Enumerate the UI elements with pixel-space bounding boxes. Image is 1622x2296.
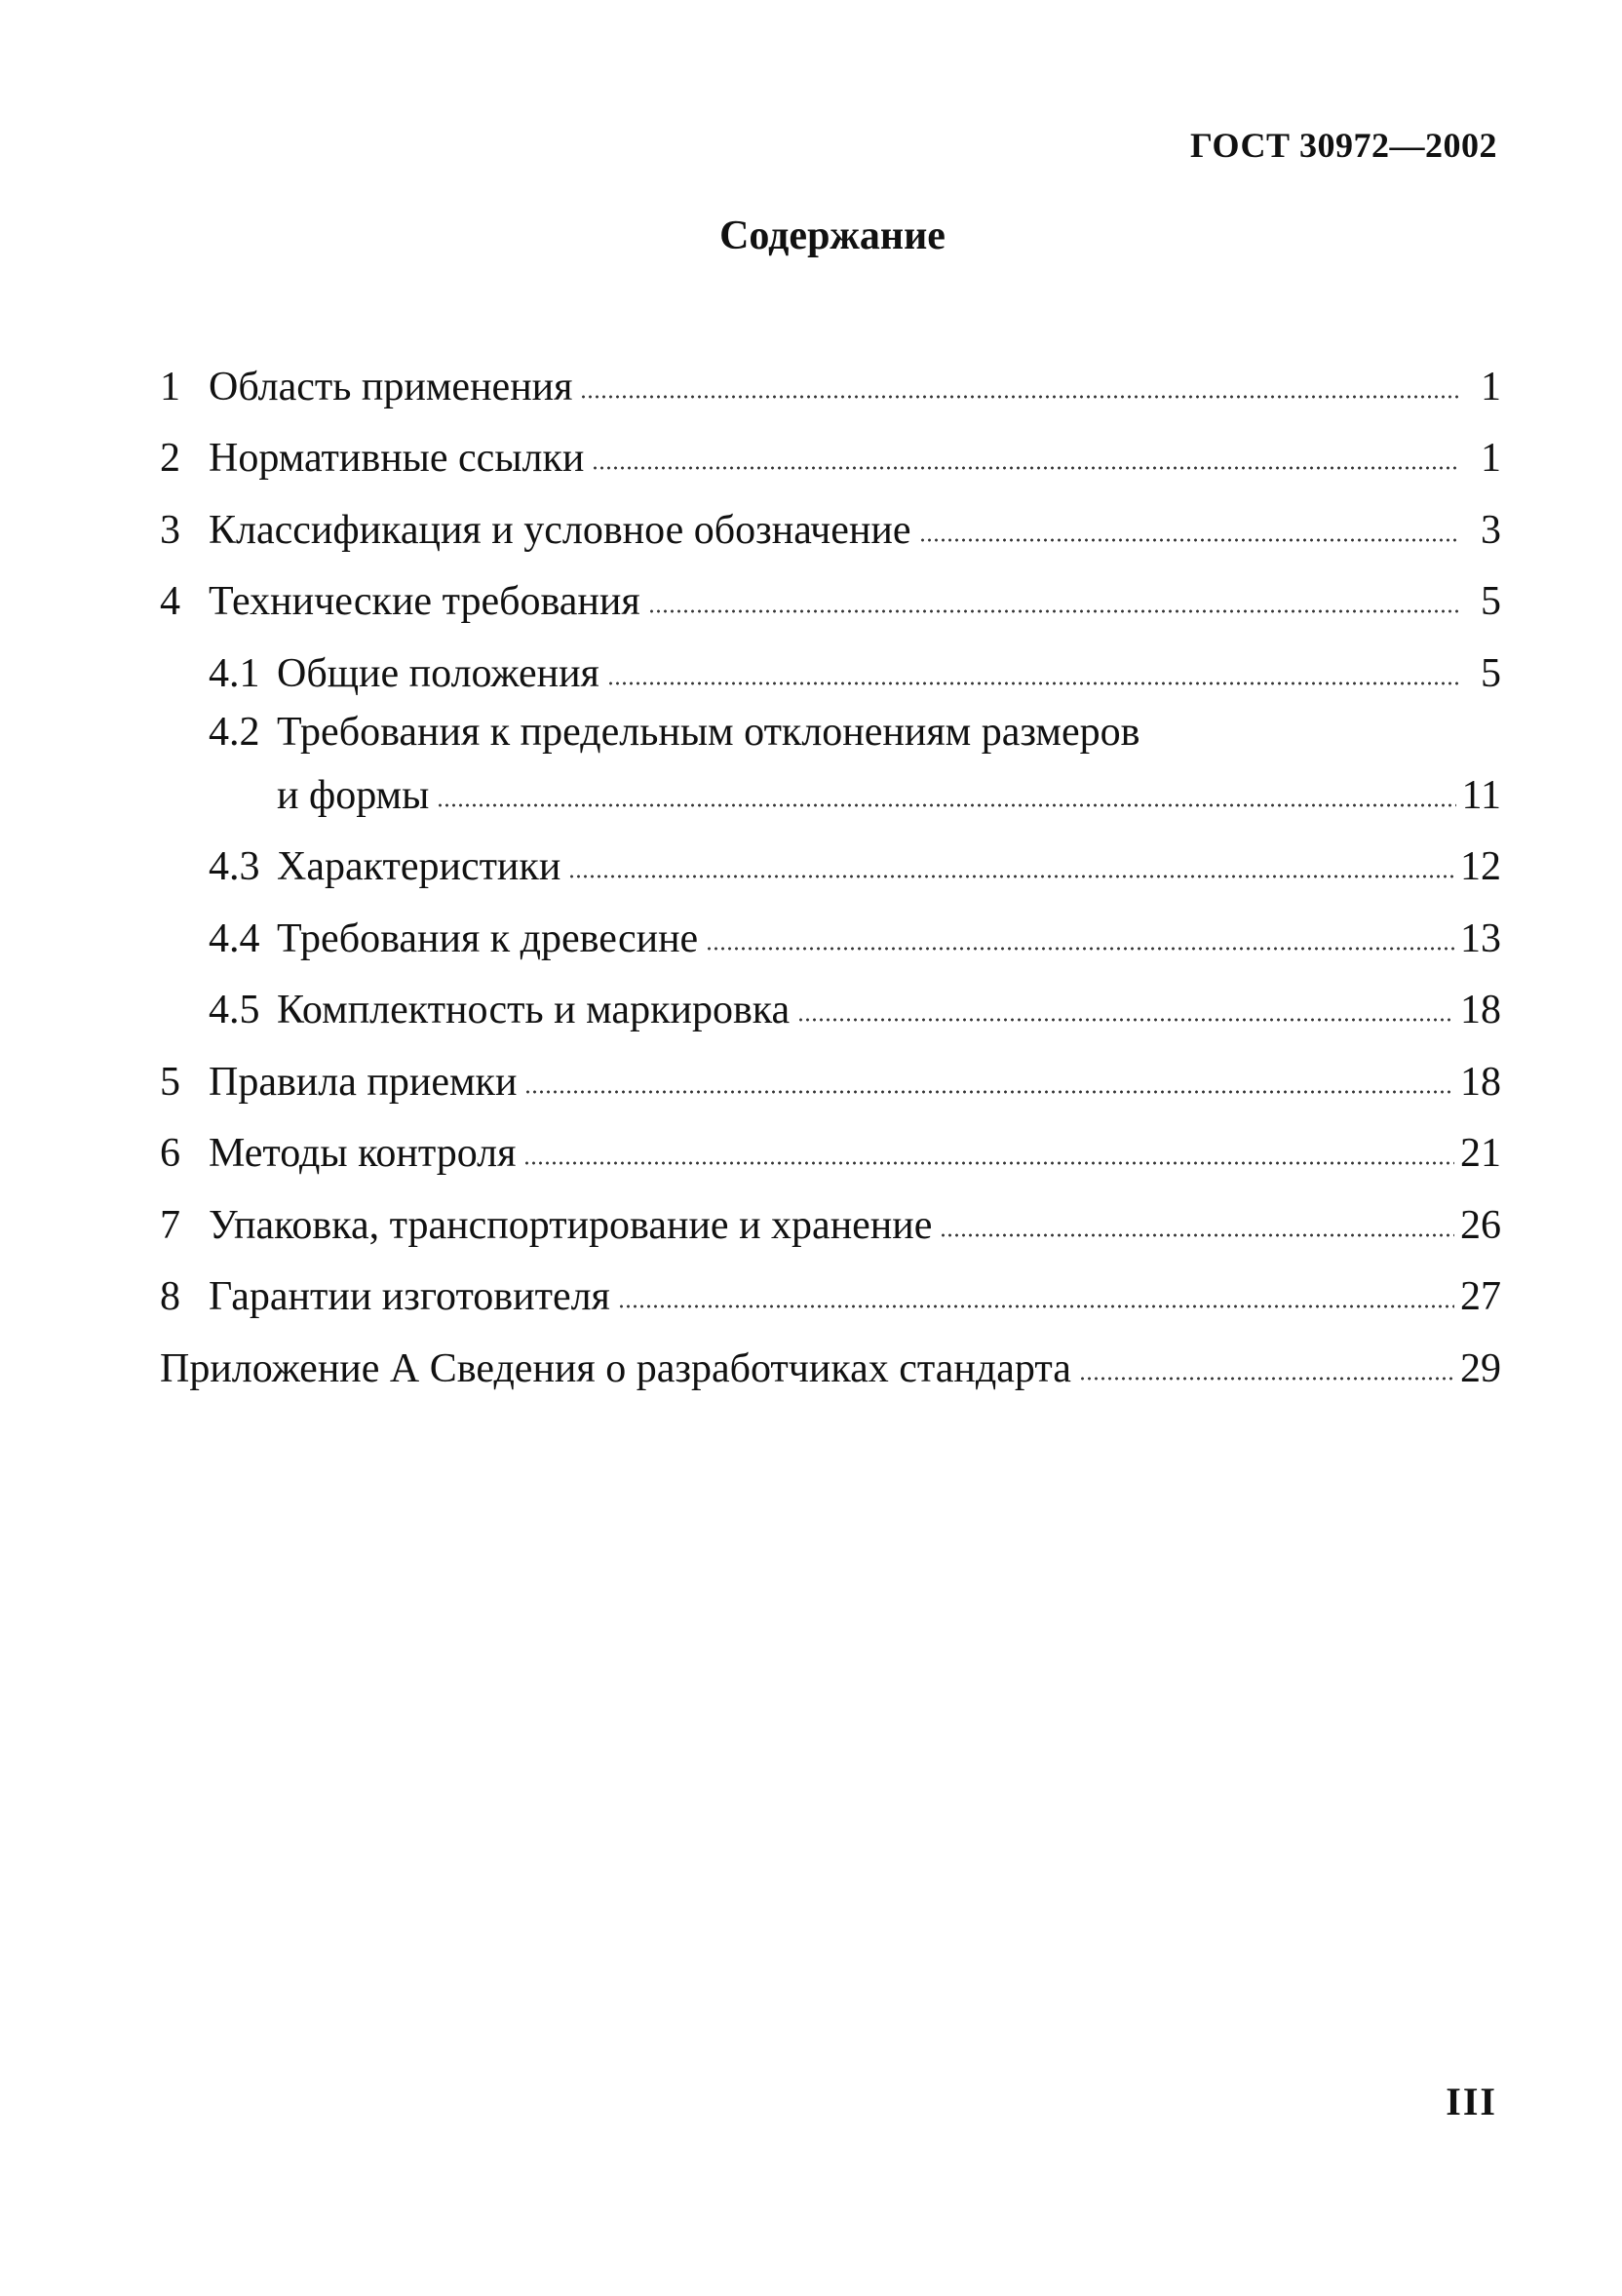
toc-entry-title: Гарантии изготовителя [209, 1274, 610, 1319]
toc-entry-page: 21 [1460, 1131, 1501, 1176]
toc-entry[interactable] [160, 494, 1501, 566]
toc-entry-title: Классификация и условное обозначение [209, 507, 911, 553]
toc-entry-page: 26 [1460, 1202, 1501, 1248]
toc-entry-title: Требования к древесине [277, 915, 699, 961]
page-title: Содержание [719, 214, 946, 258]
toc-entry-title: Общие положения [277, 650, 599, 696]
toc-entry-number: 1 [160, 364, 180, 409]
toc-entry-number: 8 [160, 1274, 180, 1319]
dot-leader [607, 681, 1460, 686]
table-of-contents [160, 351, 1501, 1405]
toc-entry[interactable] [160, 1189, 1501, 1262]
dot-leader [592, 465, 1460, 471]
toc-entry[interactable] [160, 351, 1501, 423]
toc-entry-page: 5 [1481, 579, 1501, 624]
toc-entry-number: 7 [160, 1202, 180, 1248]
toc-entry[interactable] [160, 1118, 1501, 1190]
dot-leader [568, 874, 1454, 879]
toc-entry-title: Характеристики [277, 844, 561, 889]
toc-entry-title: Методы контроля [209, 1131, 517, 1176]
toc-entry[interactable] [160, 1046, 1501, 1118]
toc-entry-title: Упаковка, транспортирование и хранение [209, 1202, 933, 1248]
toc-entry-page: 27 [1460, 1274, 1501, 1319]
toc-entry-number: 4.5 [209, 988, 260, 1032]
toc-entry-number: 6 [160, 1131, 180, 1176]
dot-leader [524, 1089, 1454, 1095]
toc-subentry[interactable] [160, 975, 1501, 1047]
toc-entry-page: 11 [1461, 772, 1501, 818]
toc-entry-page: 18 [1460, 988, 1501, 1032]
toc-subentry[interactable] [160, 710, 1501, 832]
toc-entry-title: Приложение А Сведения о разработчиках стандарта [160, 1345, 1071, 1391]
toc-entry-number: 4.4 [209, 915, 260, 961]
toc-entry-title: Нормативные ссылки [209, 436, 585, 481]
toc-entry-title: Требования к предельным отклонениям размеров [277, 709, 1140, 755]
toc-entry-title: Область применения [209, 364, 573, 409]
toc-entry-page: 5 [1481, 650, 1501, 696]
dot-leader [1079, 1376, 1454, 1381]
toc-entry-title-continued: и формы [277, 772, 430, 818]
toc-entry[interactable] [160, 566, 1501, 639]
dot-leader [940, 1232, 1454, 1238]
toc-subentry[interactable] [160, 832, 1501, 904]
toc-entry-number: 2 [160, 436, 180, 481]
toc-entry-page: 3 [1481, 507, 1501, 553]
dot-leader [523, 1160, 1454, 1166]
toc-entry[interactable] [160, 423, 1501, 495]
toc-entry-number: 4.1 [209, 650, 260, 696]
toc-entry-title: Комплектность и маркировка [277, 988, 791, 1032]
toc-entry-page: 13 [1460, 915, 1501, 961]
dot-leader [437, 802, 1455, 808]
toc-entry-page: 18 [1460, 1059, 1501, 1105]
toc-entry[interactable] [160, 1262, 1501, 1334]
dot-leader [618, 1304, 1454, 1309]
toc-entry-number: 4.2 [209, 709, 260, 755]
toc-entry-number: 4.3 [209, 844, 260, 889]
document-code: ГОСТ 30972—2002 [1190, 126, 1497, 165]
page-number: III [1446, 2080, 1497, 2123]
dot-leader [919, 537, 1460, 543]
toc-subentry[interactable] [160, 638, 1501, 710]
toc-entry-page: 1 [1481, 364, 1501, 409]
toc-appendix-entry[interactable] [160, 1333, 1501, 1405]
toc-entry-page: 1 [1481, 436, 1501, 481]
dot-leader [580, 394, 1460, 400]
dot-leader [706, 946, 1454, 952]
toc-entry-title: Технические требования [209, 579, 640, 624]
toc-entry-number: 4 [160, 579, 180, 624]
dot-leader [797, 1017, 1454, 1023]
toc-entry-number: 5 [160, 1059, 180, 1105]
toc-entry-number: 3 [160, 507, 180, 553]
dot-leader [648, 608, 1460, 614]
toc-entry-page: 12 [1460, 844, 1501, 889]
toc-subentry[interactable] [160, 903, 1501, 975]
toc-entry-page: 29 [1460, 1345, 1501, 1391]
toc-entry-title: Правила приемки [209, 1059, 518, 1105]
